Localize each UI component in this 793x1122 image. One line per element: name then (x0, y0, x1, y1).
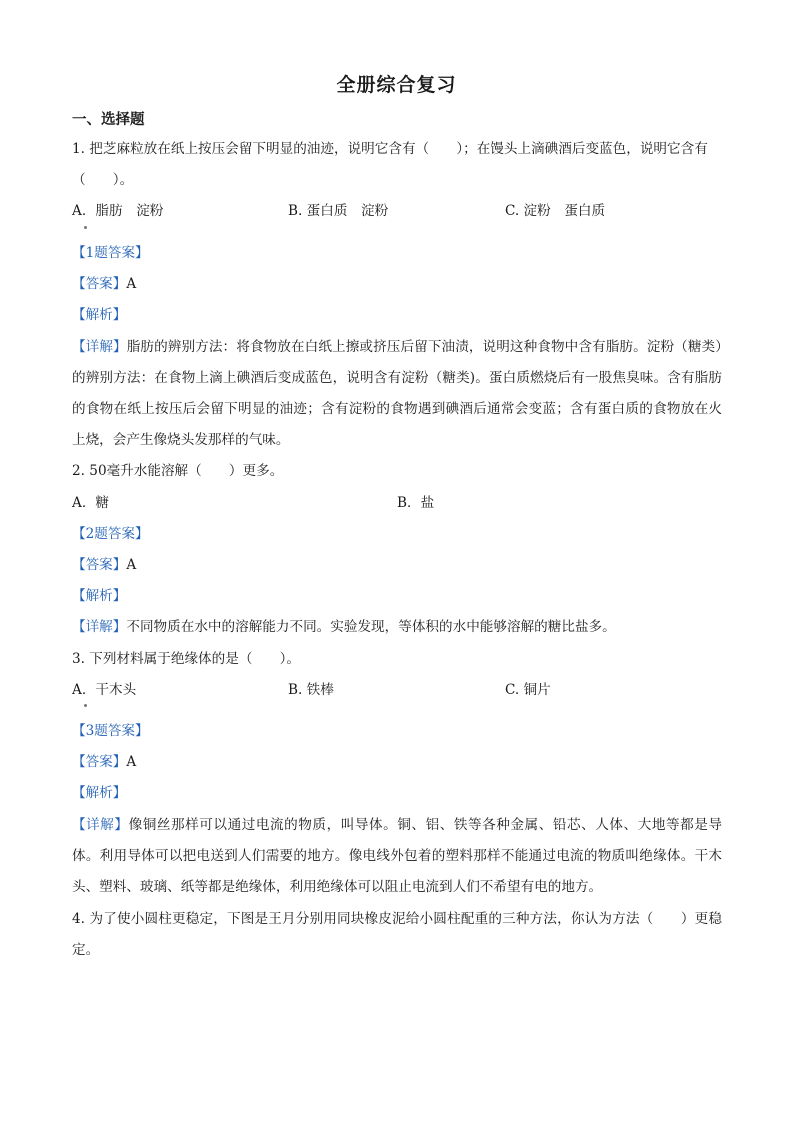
question-1-option-c: C. 淀粉 蛋白质 (505, 203, 606, 219)
detail-label: 【详解】 (72, 817, 129, 833)
question-2-options (72, 488, 722, 519)
question-3-answer (72, 747, 722, 778)
detail-label: 【详解】 (72, 619, 127, 635)
question-2-stem: 2. 50毫升水能溶解（ ）更多。 (72, 463, 284, 479)
answer-label: 【答案】 (72, 557, 127, 573)
question-3-analysis-label: 【解析】 (72, 785, 127, 801)
question-4-stem: 4. 为了使小圆柱更稳定，下图是王月分别用同块橡皮泥给小圆柱配重的三种方法，你认为方法（ ）更稳定。 (72, 911, 722, 958)
question-1-detail (72, 332, 722, 456)
question-2-detail (72, 612, 722, 643)
question-1-answer (72, 269, 722, 300)
stray-mark (84, 704, 87, 707)
answer-value: A (126, 557, 137, 573)
question-1-stem-line1: 1. 把芝麻粒放在纸上按压会留下明显的油迹，说明它含有（ ）；在馒头上滴碘酒后变蓝色，说明它含有 (72, 141, 708, 157)
answer-label: 【答案】 (72, 276, 127, 292)
question-1-option-b: B. 蛋白质 淀粉 (288, 203, 389, 219)
question-1-answer-tag: 【1题答案】 (72, 245, 149, 261)
question-2-option-a: A．糖 (72, 495, 110, 511)
question-3-option-a: A．干木头 (72, 682, 137, 698)
page-title: 全册综合复习 (336, 74, 457, 96)
question-3-option-c: C. 铜片 (505, 682, 551, 698)
detail-text: 不同物质在水中的溶解能力不同。实验发现，等体积的水中能够溶解的糖比盐多。 (126, 619, 616, 635)
section-heading: 一、选择题 (72, 111, 145, 128)
question-1-stem-line2: （ ）。 (72, 172, 134, 188)
question-2-option-b: B．盐 (397, 495, 435, 511)
question-3-answer-tag: 【3题答案】 (72, 723, 149, 739)
question-2-analysis-label: 【解析】 (72, 588, 127, 604)
detail-text: 脂肪的辨别方法：将食物放在白纸上擦或挤压后留下油渍，说明这种食物中含有脂肪。淀粉（糖类）的辨别方法：在食物上滴上碘酒后变成蓝色，说明含有淀粉（糖类)。蛋白质燃烧后有一股焦臭味。含有脂肪的食物在纸上按压后会留下明显的油迹；含有淀粉的食物遇到碘酒后通常会变蓝；含有蛋白质的食物放在火上烧，会产生像烧头发那样的气味。 (72, 339, 723, 448)
question-3-stem: 3. 下列材料属于绝缘体的是（ ）。 (72, 651, 300, 667)
question-2-answer (72, 550, 722, 581)
detail-text: 像铜丝那样可以通过电流的物质，叫导体。铜、铝、铁等各种金属、铅芯、人体、大地等都是导体。利用导体可以把电送到人们需要的地方。像电线外包着的塑料那样不能通过电流的物质叫绝缘体。干木头、塑料、玻璃、纸等都是绝缘体，利用绝缘体可以阻止电流到人们不希望有电的地方。 (72, 817, 723, 895)
question-3-options (72, 675, 722, 706)
answer-value: A (126, 276, 137, 292)
answer-value: A (126, 754, 137, 770)
question-2-answer-tag: 【2题答案】 (72, 526, 149, 542)
question-3-option-b: B. 铁棒 (288, 682, 334, 698)
question-1-option-a: A．脂肪 淀粉 (72, 203, 164, 219)
question-3-detail (72, 810, 722, 903)
question-1-options (72, 196, 722, 227)
detail-label: 【详解】 (72, 339, 127, 355)
question-1-analysis-label: 【解析】 (72, 307, 127, 323)
stray-mark (84, 226, 87, 229)
answer-label: 【答案】 (72, 754, 127, 770)
